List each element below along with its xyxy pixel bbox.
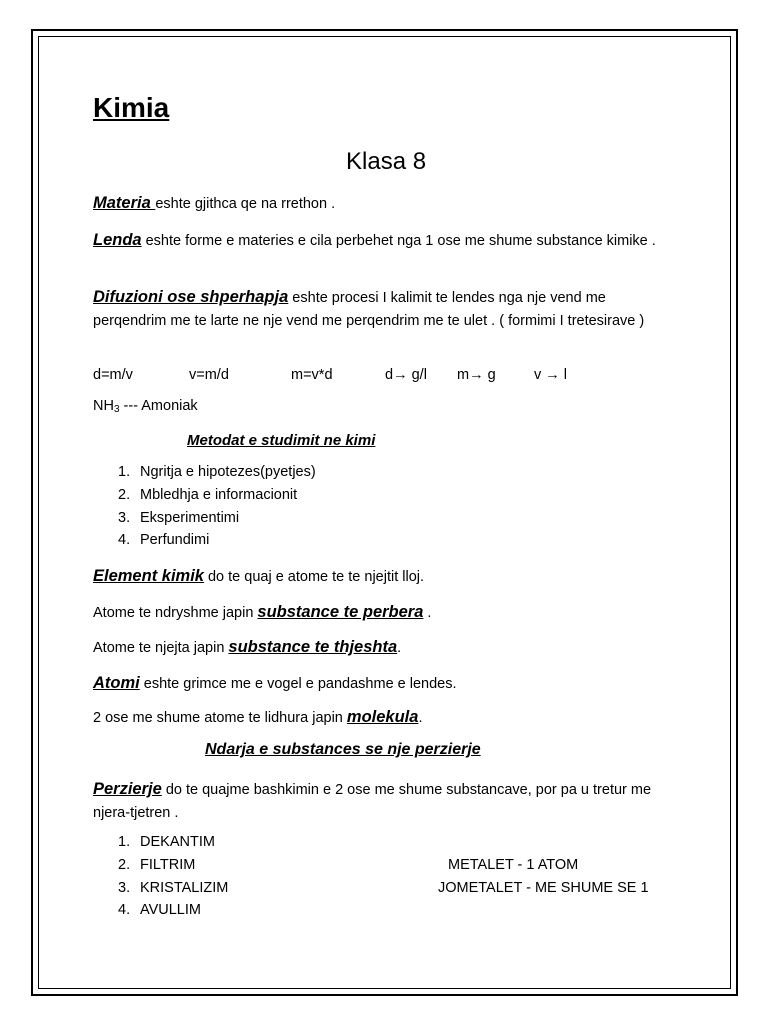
amoniak-text: --- Amoniak xyxy=(119,398,198,414)
materia-definition xyxy=(93,192,683,216)
perzierje-text: do te quajme bashkimin e 2 ose me shume substancave, por pa u tretur me njera-tjetren . xyxy=(93,782,652,821)
list-item-text: AVULLIM xyxy=(140,902,201,918)
unit-volume-value: l xyxy=(559,367,568,383)
materia-term: Materia xyxy=(93,194,156,212)
list-item xyxy=(118,532,209,548)
njejta-term: substance te thjeshta xyxy=(228,638,398,656)
ndryshme-line xyxy=(93,601,683,625)
ndryshme-text: Atome te ndryshme japin xyxy=(93,605,258,621)
list-item-number: 1. xyxy=(118,464,131,480)
arrow-icon: → xyxy=(545,367,560,383)
list-item-text: FILTRIM xyxy=(140,857,196,873)
perzierje-definition xyxy=(93,778,683,825)
atomi-definition xyxy=(93,672,683,696)
list-item-text: Ngritja e hipotezes(pyetjes) xyxy=(140,464,316,480)
unit-density-symbol: d xyxy=(385,367,394,383)
list-item xyxy=(118,880,228,896)
list-item-number: 2. xyxy=(118,487,131,503)
list-item-text: DEKANTIM xyxy=(140,834,215,850)
page-subtitle: Klasa 8 xyxy=(346,148,427,175)
difuzioni-term: Difuzioni ose shperhapja xyxy=(93,288,289,306)
ndryshme-term: substance te perbera xyxy=(257,603,424,621)
formula-volume: v=m/d xyxy=(189,367,229,383)
list-item-text: Perfundimi xyxy=(140,532,210,548)
njejta-text: Atome te njejta japin xyxy=(93,640,229,656)
list-item-text: Mbledhja e informacionit xyxy=(140,487,298,503)
unit-mass xyxy=(457,367,496,383)
ndarja-heading: Ndarja e substances se nje perzierje xyxy=(205,741,481,758)
unit-volume xyxy=(534,367,567,383)
lenda-term: Lenda xyxy=(93,231,142,249)
unit-density-value: g/l xyxy=(407,367,427,383)
amoniak-line xyxy=(93,398,198,415)
perzierje-term: Perzierje xyxy=(93,780,162,798)
unit-volume-symbol: v xyxy=(534,367,542,383)
list-item-number: 3. xyxy=(118,880,131,896)
element-term: Element kimik xyxy=(93,567,204,585)
lenda-definition xyxy=(93,229,683,253)
njejta-end: . xyxy=(397,640,402,656)
jometalet-note: JOMETALET - ME SHUME SE 1 xyxy=(438,880,649,896)
list-item xyxy=(118,510,239,526)
list-item-number: 4. xyxy=(118,532,131,548)
list-item xyxy=(118,834,215,850)
unit-mass-value: g xyxy=(483,367,496,383)
formula-density: d=m/v xyxy=(93,367,133,383)
list-item-number: 4. xyxy=(118,902,131,918)
list-item-text: KRISTALIZIM xyxy=(140,880,229,896)
njejta-line xyxy=(93,636,683,660)
metodat-heading: Metodat e studimit ne kimi xyxy=(187,432,376,449)
unit-mass-symbol: m xyxy=(457,367,470,383)
metalet-note: METALET - 1 ATOM xyxy=(448,857,579,873)
unit-density xyxy=(385,367,427,383)
list-item xyxy=(118,902,201,918)
materia-text: eshte gjithca qe na rrethon . xyxy=(155,196,336,212)
molekula-term: molekula xyxy=(346,708,419,726)
arrow-icon: → xyxy=(393,367,408,383)
list-item xyxy=(118,857,195,873)
list-item-number: 1. xyxy=(118,834,131,850)
difuzioni-definition xyxy=(93,286,683,333)
list-item xyxy=(118,487,297,503)
page-title: Kimia xyxy=(93,92,170,123)
element-text: do te quaj e atome te te njejtit lloj. xyxy=(203,569,425,585)
list-item xyxy=(118,464,316,480)
atomi-text: eshte grimce me e vogel e pandashme e lendes. xyxy=(139,676,457,692)
ndryshme-end: . xyxy=(423,605,432,621)
atomi-term: Atomi xyxy=(93,674,140,692)
molekula-end: . xyxy=(418,710,423,726)
molekula-text: 2 ose me shume atome te lidhura japin xyxy=(93,710,347,726)
amoniak-subscript: 3 xyxy=(113,404,120,415)
lenda-text: eshte forme e materies e cila perbehet nga 1 ose me shume substance kimike . xyxy=(141,233,656,249)
list-item-text: Eksperimentimi xyxy=(140,510,240,526)
element-definition xyxy=(93,565,683,589)
amoniak-formula: NH xyxy=(93,398,114,414)
difuzioni-text: eshte procesi I kalimit te lendes nga nje vend me perqendrim me te larte ne nje vend me perqendrim me te ulet . ( formimi I tretesirave ) xyxy=(93,290,645,329)
molekula-line xyxy=(93,706,683,730)
list-item-number: 2. xyxy=(118,857,131,873)
arrow-icon: → xyxy=(469,367,484,383)
formula-mass: m=v*d xyxy=(291,367,333,383)
list-item-number: 3. xyxy=(118,510,131,526)
